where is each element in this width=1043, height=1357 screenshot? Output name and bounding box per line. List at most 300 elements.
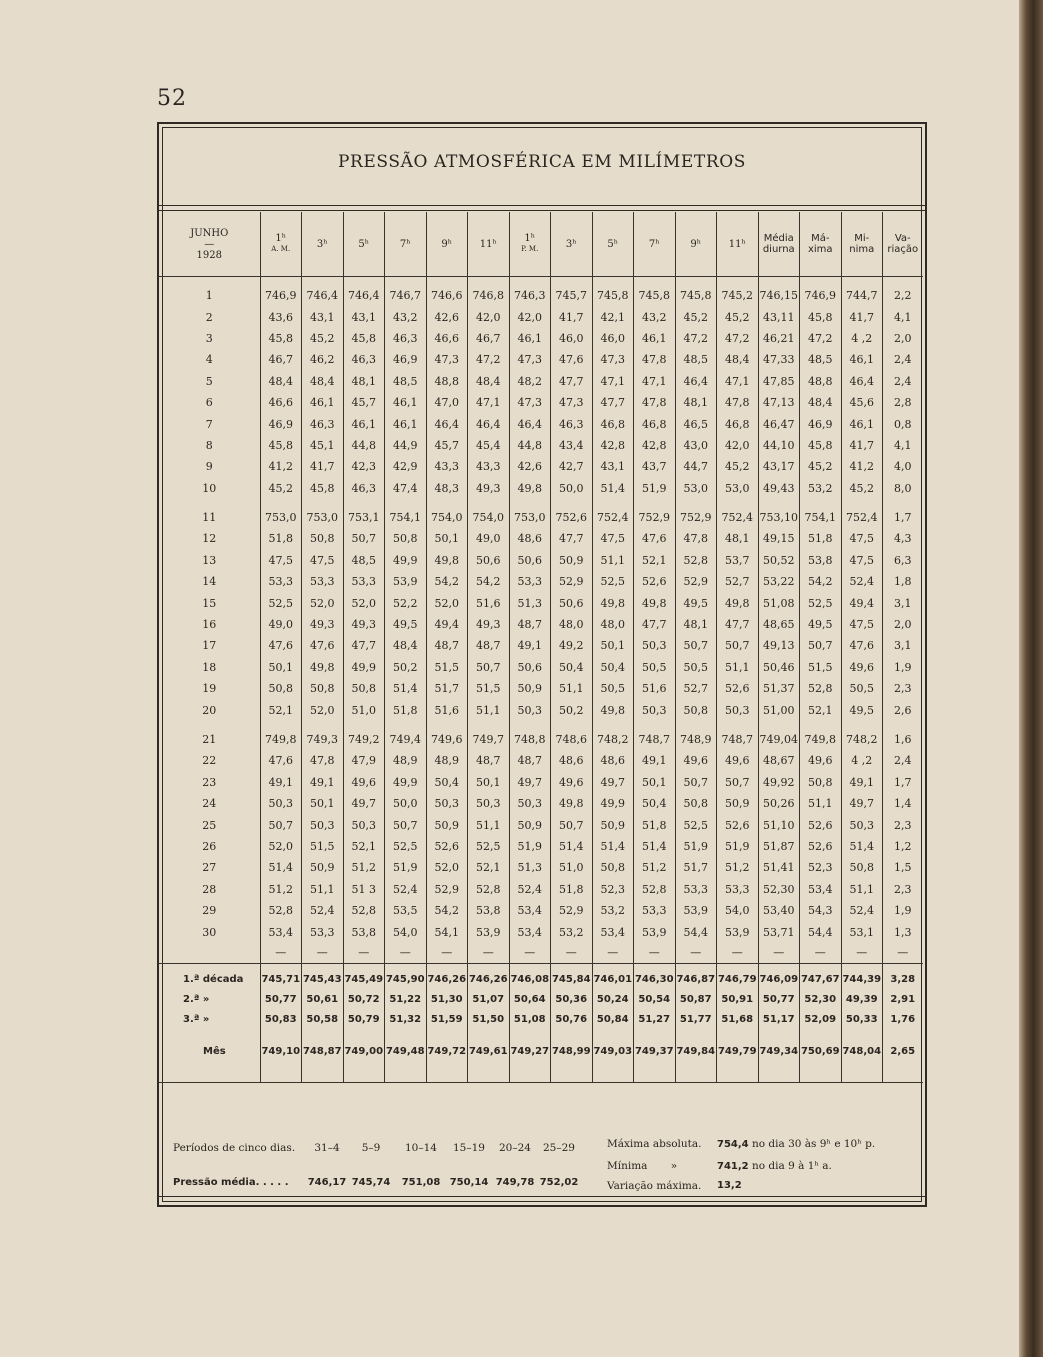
value-cell: 50,9 bbox=[509, 678, 551, 699]
table-row bbox=[159, 592, 923, 613]
value-cell: 52,0 bbox=[302, 699, 344, 720]
value-cell: 45,2 bbox=[800, 456, 842, 477]
value-cell: 50,7 bbox=[343, 528, 385, 549]
value-cell: 47,85 bbox=[758, 371, 800, 392]
value-cell: 51,4 bbox=[592, 836, 634, 857]
summary-value: 748,87 bbox=[302, 1030, 344, 1072]
value-cell: 745,2 bbox=[717, 285, 759, 306]
dash-cell: — bbox=[675, 943, 717, 964]
summary-value: 51,22 bbox=[385, 990, 427, 1010]
value-cell: 50,7 bbox=[675, 772, 717, 793]
value-cell: 51,4 bbox=[385, 678, 427, 699]
value-cell: 8,0 bbox=[883, 478, 923, 499]
day-cell: 29 bbox=[202, 904, 217, 918]
value-cell: 46,8 bbox=[717, 413, 759, 434]
value-cell: 1,9 bbox=[883, 657, 923, 678]
value-cell: 746,9 bbox=[800, 285, 842, 306]
value-cell: 50,3 bbox=[468, 793, 510, 814]
value-cell: 45,4 bbox=[468, 435, 510, 456]
spacer-cell bbox=[343, 277, 385, 286]
value-cell: 1,6 bbox=[883, 729, 923, 750]
value-cell: 53,2 bbox=[551, 921, 593, 942]
value-cell: 48,3 bbox=[426, 478, 468, 499]
value-cell: 1,4 bbox=[883, 793, 923, 814]
value-cell: 46,1 bbox=[634, 328, 676, 349]
spacer-cell bbox=[468, 721, 510, 729]
value-cell: 50,4 bbox=[592, 657, 634, 678]
value-cell: 47,3 bbox=[592, 349, 634, 370]
value-cell: 752,4 bbox=[592, 507, 634, 528]
value-cell: 45,8 bbox=[800, 435, 842, 456]
value-cell: 51,08 bbox=[758, 592, 800, 613]
header-media-diurna bbox=[758, 212, 800, 277]
minima-label-2: nima bbox=[849, 244, 875, 255]
table-row bbox=[159, 879, 923, 900]
summary-value: 746,26 bbox=[426, 963, 468, 990]
value-cell: 47,1 bbox=[717, 371, 759, 392]
value-cell: 46,5 bbox=[675, 413, 717, 434]
header-hour-9pm: 9ʰ bbox=[675, 212, 717, 277]
value-cell: 46,0 bbox=[592, 328, 634, 349]
value-cell: 47,7 bbox=[551, 371, 593, 392]
value-cell: 52,9 bbox=[675, 571, 717, 592]
value-cell: 48,8 bbox=[426, 371, 468, 392]
value-cell: 4 ,2 bbox=[841, 328, 883, 349]
value-cell: 50,1 bbox=[592, 635, 634, 656]
value-cell: 52,6 bbox=[717, 814, 759, 835]
value-cell: 51,6 bbox=[426, 699, 468, 720]
summary-value: 745,84 bbox=[551, 963, 593, 990]
spacer-cell bbox=[634, 721, 676, 729]
value-cell: 49,3 bbox=[343, 614, 385, 635]
value-cell: 53,3 bbox=[260, 571, 302, 592]
value-cell: 49,7 bbox=[841, 793, 883, 814]
value-cell: 51,1 bbox=[841, 879, 883, 900]
value-cell: 746,4 bbox=[302, 285, 344, 306]
value-cell: 46,21 bbox=[758, 328, 800, 349]
value-cell: 45,2 bbox=[260, 478, 302, 499]
value-cell: 46,8 bbox=[592, 413, 634, 434]
spacer-cell bbox=[634, 277, 676, 286]
value-cell: 42,9 bbox=[385, 456, 427, 477]
summary-value: 750,69 bbox=[800, 1030, 842, 1072]
value-cell: 47,2 bbox=[468, 349, 510, 370]
value-cell: 53,0 bbox=[717, 478, 759, 499]
period-value: 25–29 bbox=[543, 1142, 575, 1154]
value-cell: 41,2 bbox=[260, 456, 302, 477]
value-cell: 50,6 bbox=[509, 657, 551, 678]
value-cell: 50,8 bbox=[385, 528, 427, 549]
day-cell: 6 bbox=[205, 396, 213, 410]
summary-value: 746,08 bbox=[509, 963, 551, 990]
value-cell: 51,0 bbox=[551, 857, 593, 878]
value-cell: 49,7 bbox=[592, 772, 634, 793]
table-row bbox=[159, 478, 923, 499]
value-cell: 53,8 bbox=[468, 900, 510, 921]
value-cell: 49,0 bbox=[260, 614, 302, 635]
value-cell: 50,1 bbox=[468, 772, 510, 793]
spacer-cell bbox=[159, 721, 260, 729]
end-cell bbox=[841, 1072, 883, 1083]
value-cell: 46,1 bbox=[385, 392, 427, 413]
value-cell: 51,6 bbox=[468, 592, 510, 613]
header-month: JUNHO bbox=[190, 227, 229, 239]
spacer-cell bbox=[159, 499, 260, 507]
value-cell: 51,4 bbox=[260, 857, 302, 878]
value-cell: 53,22 bbox=[758, 571, 800, 592]
summary-value: 50,87 bbox=[675, 990, 717, 1010]
value-cell: 43,4 bbox=[551, 435, 593, 456]
value-cell: 45,6 bbox=[841, 392, 883, 413]
max-absolute-label: Máxima absoluta. bbox=[607, 1138, 702, 1150]
value-cell: 50,6 bbox=[551, 592, 593, 613]
value-cell: 53,4 bbox=[800, 879, 842, 900]
value-cell: 48,1 bbox=[717, 528, 759, 549]
value-cell: 52,7 bbox=[675, 678, 717, 699]
value-cell: 50,7 bbox=[800, 635, 842, 656]
value-cell: 48,0 bbox=[592, 614, 634, 635]
spacer-cell bbox=[260, 499, 302, 507]
value-cell: 51,7 bbox=[426, 678, 468, 699]
value-cell: 52,6 bbox=[800, 836, 842, 857]
value-cell: 53,9 bbox=[468, 921, 510, 942]
value-cell: 50,4 bbox=[634, 793, 676, 814]
value-cell: 53,3 bbox=[675, 879, 717, 900]
value-cell: 749,6 bbox=[426, 729, 468, 750]
table-row bbox=[159, 507, 923, 528]
spacer-cell bbox=[841, 277, 883, 286]
dash-cell: — bbox=[634, 943, 676, 964]
spacer-cell bbox=[883, 277, 923, 286]
end-cell bbox=[159, 1072, 260, 1083]
summary-value: 51,50 bbox=[468, 1010, 510, 1030]
title-rule-secondary bbox=[159, 210, 925, 211]
value-cell: 50,1 bbox=[260, 657, 302, 678]
value-cell: 51,8 bbox=[634, 814, 676, 835]
value-cell: 51,1 bbox=[302, 879, 344, 900]
dash-cell: — bbox=[883, 943, 923, 964]
spacer-cell bbox=[841, 721, 883, 729]
value-cell: 47,5 bbox=[302, 550, 344, 571]
summary-value: 749,84 bbox=[675, 1030, 717, 1072]
table-row bbox=[159, 614, 923, 635]
day-cell: 26 bbox=[202, 839, 217, 853]
period-value: 10–14 bbox=[405, 1142, 437, 1154]
value-cell: 51,4 bbox=[551, 836, 593, 857]
header-dash: — bbox=[204, 238, 215, 250]
spacer-cell bbox=[800, 277, 842, 286]
value-cell: 47,5 bbox=[260, 550, 302, 571]
value-cell: 48,4 bbox=[717, 349, 759, 370]
value-cell: 46,8 bbox=[634, 413, 676, 434]
value-cell: 46,9 bbox=[260, 413, 302, 434]
value-cell: 52,0 bbox=[343, 592, 385, 613]
value-cell: 45,7 bbox=[343, 392, 385, 413]
value-cell: 47,7 bbox=[551, 528, 593, 549]
value-cell: 53,4 bbox=[509, 921, 551, 942]
value-cell: 754,0 bbox=[468, 507, 510, 528]
value-cell: 47,6 bbox=[551, 349, 593, 370]
value-cell: 54,4 bbox=[800, 921, 842, 942]
value-cell: 52,0 bbox=[426, 592, 468, 613]
value-cell: 48,7 bbox=[468, 750, 510, 771]
spacer-cell bbox=[592, 499, 634, 507]
value-cell: 43,11 bbox=[758, 306, 800, 327]
value-cell: 49,3 bbox=[468, 614, 510, 635]
value-cell: 48,6 bbox=[509, 528, 551, 549]
value-cell: 48,4 bbox=[302, 371, 344, 392]
value-cell: 49,5 bbox=[675, 592, 717, 613]
value-cell: 2,4 bbox=[883, 349, 923, 370]
end-cell bbox=[426, 1072, 468, 1083]
value-cell: 49,6 bbox=[841, 657, 883, 678]
value-cell: 47,3 bbox=[509, 349, 551, 370]
summary-value: 746,79 bbox=[717, 963, 759, 990]
value-cell: 54,0 bbox=[385, 921, 427, 942]
footer-section bbox=[159, 1124, 921, 1194]
value-cell: 52,0 bbox=[426, 857, 468, 878]
summary-value: 747,67 bbox=[800, 963, 842, 990]
value-cell: 1,2 bbox=[883, 836, 923, 857]
value-cell: 49,8 bbox=[717, 592, 759, 613]
value-cell: 48,2 bbox=[509, 371, 551, 392]
value-cell: 49,1 bbox=[260, 772, 302, 793]
summary-value: 746,26 bbox=[468, 963, 510, 990]
value-cell: 50,3 bbox=[634, 635, 676, 656]
value-cell: 52,1 bbox=[634, 550, 676, 571]
value-cell: 746,3 bbox=[509, 285, 551, 306]
value-cell: 46,1 bbox=[841, 413, 883, 434]
dash-cell: — bbox=[468, 943, 510, 964]
value-cell: 52,1 bbox=[800, 699, 842, 720]
page-title: PRESSÃO ATMOSFÉRICA EM MILÍMETROS bbox=[337, 152, 747, 172]
summary-value: 749,79 bbox=[717, 1030, 759, 1072]
value-cell: 53,3 bbox=[302, 921, 344, 942]
value-cell: 47,7 bbox=[592, 392, 634, 413]
value-cell: 50,5 bbox=[592, 678, 634, 699]
value-cell: 47,7 bbox=[634, 614, 676, 635]
value-cell: 753,0 bbox=[302, 507, 344, 528]
pressure-value: 752,02 bbox=[539, 1177, 579, 1188]
summary-value: 50,77 bbox=[260, 990, 302, 1010]
value-cell: 1,9 bbox=[883, 900, 923, 921]
summary-value: 51,59 bbox=[426, 1010, 468, 1030]
value-cell: 45,8 bbox=[343, 328, 385, 349]
value-cell: 47,3 bbox=[426, 349, 468, 370]
value-cell: 52,6 bbox=[634, 571, 676, 592]
value-cell: 47,9 bbox=[343, 750, 385, 771]
value-cell: 48,4 bbox=[385, 635, 427, 656]
value-cell: 54,4 bbox=[675, 921, 717, 942]
header-hour-3am: 3ʰ bbox=[302, 212, 344, 277]
end-cell bbox=[675, 1072, 717, 1083]
day-cell: 8 bbox=[205, 438, 213, 452]
value-cell: 50,3 bbox=[302, 814, 344, 835]
value-cell: 54,0 bbox=[717, 900, 759, 921]
day-cell: 11 bbox=[202, 511, 217, 525]
day-cell: 3 bbox=[205, 331, 213, 345]
value-cell: 46,4 bbox=[426, 413, 468, 434]
value-cell: 745,7 bbox=[551, 285, 593, 306]
value-cell: 754,1 bbox=[385, 507, 427, 528]
value-cell: 48,1 bbox=[343, 371, 385, 392]
value-cell: 50,7 bbox=[675, 635, 717, 656]
value-cell: 52,0 bbox=[260, 836, 302, 857]
value-cell: 46,1 bbox=[385, 413, 427, 434]
value-cell: 45,8 bbox=[260, 328, 302, 349]
value-cell: 50,7 bbox=[717, 772, 759, 793]
value-cell: 47,6 bbox=[841, 635, 883, 656]
end-cell bbox=[343, 1072, 385, 1083]
value-cell: 47,3 bbox=[551, 392, 593, 413]
value-cell: 48,6 bbox=[592, 750, 634, 771]
summary-value: 50,24 bbox=[592, 990, 634, 1010]
header-hour-11am: 11ʰ bbox=[468, 212, 510, 277]
value-cell: 51,2 bbox=[343, 857, 385, 878]
table-row bbox=[159, 657, 923, 678]
value-cell: 47,7 bbox=[717, 614, 759, 635]
dash-cell: — bbox=[426, 943, 468, 964]
value-cell: 48,1 bbox=[675, 392, 717, 413]
value-cell: 754,0 bbox=[426, 507, 468, 528]
day-cell: 5 bbox=[205, 374, 213, 388]
value-cell: 52,4 bbox=[385, 879, 427, 900]
end-cell bbox=[758, 1072, 800, 1083]
day-cell: 18 bbox=[202, 660, 217, 674]
value-cell: 49,5 bbox=[800, 614, 842, 635]
value-cell: 53,4 bbox=[592, 921, 634, 942]
summary-value: 50,79 bbox=[343, 1010, 385, 1030]
max-absolute-value: 754,4 bbox=[717, 1139, 749, 1150]
value-cell: 46,3 bbox=[385, 328, 427, 349]
value-cell: 46,6 bbox=[260, 392, 302, 413]
value-cell: 54,2 bbox=[800, 571, 842, 592]
spacer-cell bbox=[675, 499, 717, 507]
value-cell: 746,9 bbox=[260, 285, 302, 306]
value-cell: 52,9 bbox=[551, 900, 593, 921]
value-cell: 43,7 bbox=[634, 456, 676, 477]
value-cell: 42,6 bbox=[426, 306, 468, 327]
max-absolute-line bbox=[717, 1138, 875, 1150]
value-cell: 51,8 bbox=[260, 528, 302, 549]
summary-value: 50,76 bbox=[551, 1010, 593, 1030]
value-cell: 50,3 bbox=[841, 814, 883, 835]
value-cell: 51,00 bbox=[758, 699, 800, 720]
periods-label: Períodos de cinco dias. bbox=[173, 1142, 296, 1154]
value-cell: 44,7 bbox=[675, 456, 717, 477]
value-cell: 46,1 bbox=[841, 349, 883, 370]
value-cell: 47,7 bbox=[343, 635, 385, 656]
value-cell: 51,5 bbox=[302, 836, 344, 857]
summary-label: 2.ª » bbox=[183, 994, 210, 1006]
value-cell: 52,6 bbox=[426, 836, 468, 857]
table-row bbox=[159, 729, 923, 750]
pm-label: P. M. bbox=[521, 245, 539, 253]
value-cell: 47,5 bbox=[841, 614, 883, 635]
value-cell: 51,3 bbox=[509, 857, 551, 878]
value-cell: 47,2 bbox=[800, 328, 842, 349]
value-cell: 748,7 bbox=[634, 729, 676, 750]
spacer-cell bbox=[302, 277, 344, 286]
spacer-cell bbox=[883, 499, 923, 507]
value-cell: 51,0 bbox=[343, 699, 385, 720]
value-cell: 53,9 bbox=[675, 900, 717, 921]
value-cell: 49,8 bbox=[592, 592, 634, 613]
value-cell: 45,8 bbox=[260, 435, 302, 456]
header-year: 1928 bbox=[196, 249, 222, 261]
summary-value: 50,84 bbox=[592, 1010, 634, 1030]
value-cell: 45,2 bbox=[302, 328, 344, 349]
value-cell: 52,8 bbox=[634, 879, 676, 900]
value-cell: 2,0 bbox=[883, 614, 923, 635]
value-cell: 746,8 bbox=[468, 285, 510, 306]
value-cell: 48,6 bbox=[551, 750, 593, 771]
value-cell: 51,5 bbox=[800, 657, 842, 678]
summary-value: 745,71 bbox=[260, 963, 302, 990]
table-row bbox=[159, 857, 923, 878]
value-cell: 43,1 bbox=[302, 306, 344, 327]
value-cell: 48,9 bbox=[385, 750, 427, 771]
min-absolute-label: Mínima » bbox=[607, 1160, 678, 1172]
value-cell: 49,8 bbox=[302, 657, 344, 678]
end-cell bbox=[717, 1072, 759, 1083]
value-cell: 748,8 bbox=[509, 729, 551, 750]
header-hour-7am: 7ʰ bbox=[385, 212, 427, 277]
value-cell: 47,8 bbox=[634, 349, 676, 370]
table-row bbox=[159, 306, 923, 327]
value-cell: 748,2 bbox=[841, 729, 883, 750]
value-cell: 48,7 bbox=[509, 614, 551, 635]
value-cell: 42,0 bbox=[509, 306, 551, 327]
value-cell: 748,2 bbox=[592, 729, 634, 750]
value-cell: 54,2 bbox=[426, 900, 468, 921]
value-cell: 48,7 bbox=[509, 750, 551, 771]
value-cell: 52,2 bbox=[385, 592, 427, 613]
spacer-row bbox=[159, 721, 923, 729]
value-cell: 3,1 bbox=[883, 635, 923, 656]
value-cell: 51,4 bbox=[634, 836, 676, 857]
value-cell: 51 3 bbox=[343, 879, 385, 900]
table-row bbox=[159, 528, 923, 549]
spacer-cell bbox=[302, 721, 344, 729]
value-cell: 50,5 bbox=[841, 678, 883, 699]
value-cell: 748,9 bbox=[675, 729, 717, 750]
value-cell: 52,8 bbox=[675, 550, 717, 571]
end-row bbox=[159, 1072, 923, 1083]
value-cell: 49,92 bbox=[758, 772, 800, 793]
header-hour-3pm: 3ʰ bbox=[551, 212, 593, 277]
value-cell: 43,1 bbox=[343, 306, 385, 327]
table-row bbox=[159, 921, 923, 942]
spacer-cell bbox=[509, 721, 551, 729]
value-cell: 48,0 bbox=[551, 614, 593, 635]
value-cell: 47,5 bbox=[841, 528, 883, 549]
value-cell: 45,2 bbox=[841, 478, 883, 499]
value-cell: 47,4 bbox=[385, 478, 427, 499]
header-hour-5am: 5ʰ bbox=[343, 212, 385, 277]
summary-row bbox=[159, 963, 923, 990]
value-cell: 43,2 bbox=[634, 306, 676, 327]
value-cell: 49,3 bbox=[302, 614, 344, 635]
value-cell: 54,2 bbox=[468, 571, 510, 592]
value-cell: 51,2 bbox=[260, 879, 302, 900]
spacer-cell bbox=[302, 499, 344, 507]
table-row bbox=[159, 435, 923, 456]
spacer-cell bbox=[426, 721, 468, 729]
value-cell: 50,7 bbox=[260, 814, 302, 835]
value-cell: 754,1 bbox=[800, 507, 842, 528]
summary-value: 749,00 bbox=[343, 1030, 385, 1072]
